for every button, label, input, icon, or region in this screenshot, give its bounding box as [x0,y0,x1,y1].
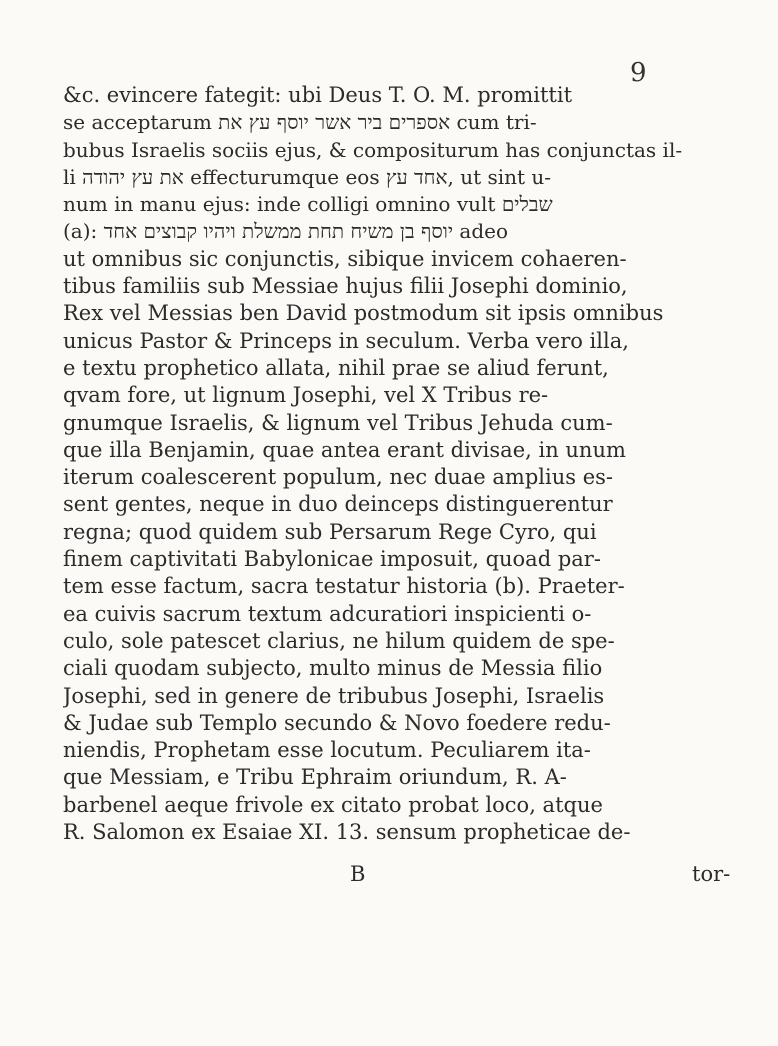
text-line: (a): יוסף בן משיח תחת ממשלת ויהיו קבוצים אחד adeo [63,219,509,244]
text-line: finem captivitati Babylonicae imposuit, quoad par- [63,547,601,572]
text-line: que illa Benjamin, quae antea erant divisae, in unum [63,437,626,462]
text-line: bubus Israelis sociis ejus, & compositurum has conjunctas il- [63,137,683,162]
text-line: tibus familiis sub Messiae hujus filii Josephi dominio, [63,274,628,299]
text-line: regna; quod quidem sub Persarum Rege Cyro, qui [63,519,597,544]
text-line: Rex vel Messias ben David postmodum sit ipsis omnibus [63,301,664,326]
text-line: iterum coalescerent populum, nec duae amplius es- [63,465,613,490]
text-line: se acceptarum אספרים ביר אשר יוסף עץ את cum tri- [63,110,537,135]
text-line: qvam fore, ut lignum Josephi, vel X Tribus re- [63,383,549,408]
text-line: niendis, Prophetam esse locutum. Peculiarem ita- [63,738,591,763]
text-line: ciali quodam subjecto, multo minus de Messia filio [63,656,603,681]
text-line: unicus Pastor & Princeps in seculum. Verba vero illa, [63,328,629,353]
text-line: e textu prophetico allata, nihil prae se aliud ferunt, [63,355,609,380]
text-line: ea cuivis sacrum textum adcuratiori inspicienti o- [63,601,592,626]
text-line: num in manu ejus: inde colligi omnino vult שבלים [63,192,553,217]
text-line: li את עץ יהודה effecturumque eos אחד עץ, ut sint u- [63,164,552,189]
text-line: Josephi, sed in genere de tribubus Josephi, Israelis [63,683,605,708]
body-text [63,82,743,846]
page-number: 9 [630,58,647,88]
catchword: tor- [692,862,731,886]
text-line: que Messiam, e Tribu Ephraim oriundum, R. A- [63,765,567,790]
text-line: barbenel aeque frivole ex citato probat loco, atque [63,792,603,817]
text-line: tem esse factum, sacra testatur historia (b). Praeter- [63,574,625,599]
text-line: culo, sole patescet clarius, ne hilum quidem de spe- [63,628,615,653]
text-line: R. Salomon ex Esaiae XI. 13. sensum propheticae de- [63,820,631,845]
text-line: &c. evincere fategit: ubi Deus T. O. M. promittit [63,83,573,107]
signature-mark: B [350,862,366,886]
text-line: ut omnibus sic conjunctis, sibique invicem cohaeren- [63,246,627,271]
text-line: gnumque Israelis, & lignum vel Tribus Jehuda cum- [63,410,613,435]
text-line: & Judae sub Templo secundo & Novo foedere redu- [63,710,611,735]
text-line: sent gentes, neque in duo deinceps distinguerentur [63,492,613,517]
